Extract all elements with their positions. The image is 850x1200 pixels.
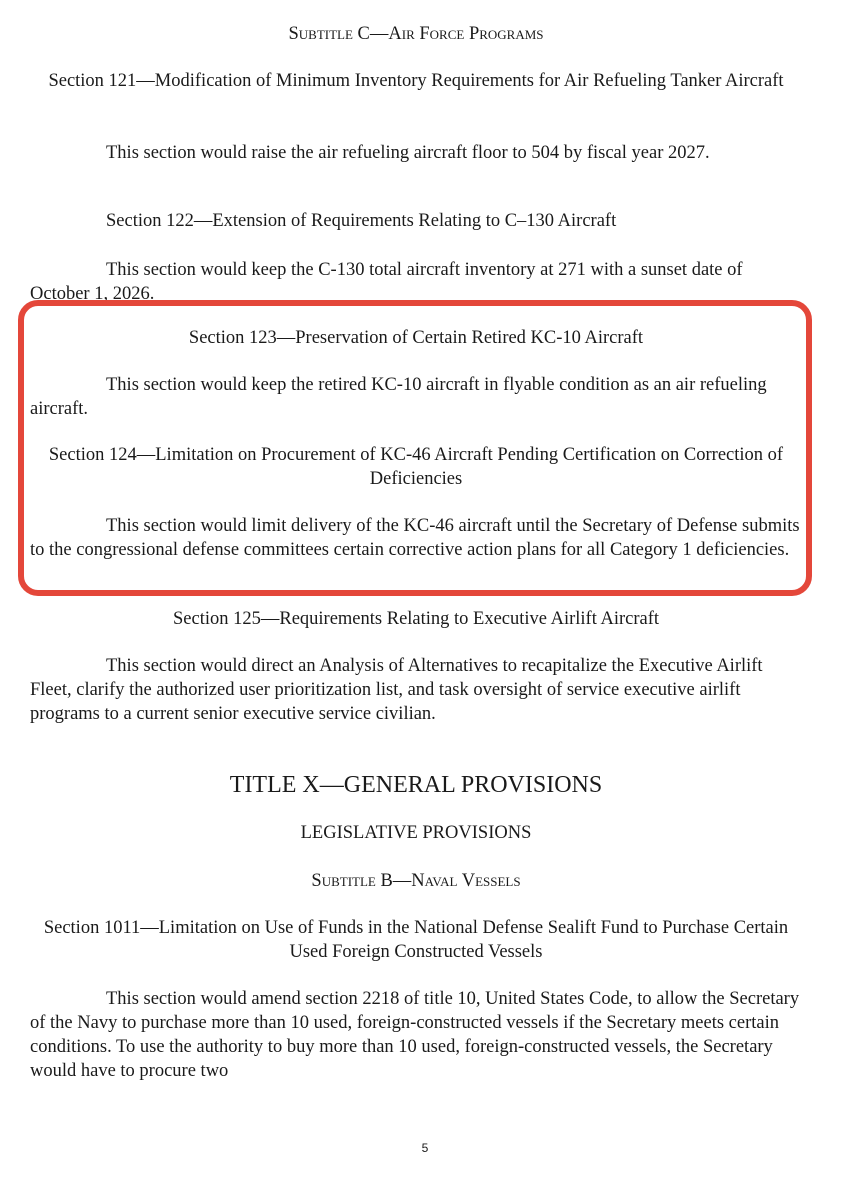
- section-124-heading: Section 124—Limitation on Procurement of KC-46 Aircraft Pending Certification on Correction of Deficiencies: [48, 445, 784, 489]
- section-121-body: This section would raise the air refueling aircraft floor to 504 by fiscal year 2027.: [106, 143, 710, 163]
- section-125-body: This section would direct an Analysis of Alternatives to recapitalize the Executive Airlift Fleet, clarify the authorized user prioritization list, and task oversight of service executive airlift programs to a current senior executive service civilian.: [30, 656, 763, 724]
- section-1011-body: This section would amend section 2218 of title 10, United States Code, to allow the Secretary of the Navy to purchase more than 10 used, foreign-constructed vessels if the Secretary meets certain conditions. To use the authority to buy more than 10 used, foreign-constructed vessels, the Secretary would have to procure two: [30, 989, 800, 1081]
- page-number: 5: [421, 1141, 429, 1155]
- subtitle-c-heading: Subtitle C—Air Force Programs: [288, 24, 544, 44]
- title-x-heading: TITLE X—GENERAL PROVISIONS: [229, 772, 603, 798]
- section-124-body: This section would limit delivery of the KC-46 aircraft until the Secretary of Defense submits to the congressional defense committees certain corrective action plans for all Category 1 deficiencies.: [30, 516, 800, 560]
- legislative-provisions-heading: LEGISLATIVE PROVISIONS: [300, 823, 532, 843]
- section-123-heading: Section 123—Preservation of Certain Retired KC-10 Aircraft: [188, 328, 644, 348]
- section-121-heading: Section 121—Modification of Minimum Inventory Requirements for Air Refueling Tanker Aircraft: [48, 71, 784, 91]
- section-125-heading: Section 125—Requirements Relating to Executive Airlift Aircraft: [172, 609, 660, 629]
- subtitle-b-heading: Subtitle B—Naval Vessels: [311, 871, 521, 891]
- section-122-body: This section would keep the C-130 total aircraft inventory at 271 with a sunset date of October 1, 2026.: [30, 260, 743, 304]
- section-122-heading: Section 122—Extension of Requirements Relating to C–130 Aircraft: [106, 211, 617, 231]
- section-123-body: This section would keep the retired KC-10 aircraft in flyable condition as an air refueling aircraft.: [30, 375, 767, 419]
- section-1011-heading: Section 1011—Limitation on Use of Funds in the National Defense Sealift Fund to Purchase Certain Used Foreign Constructed Vessels: [43, 918, 789, 962]
